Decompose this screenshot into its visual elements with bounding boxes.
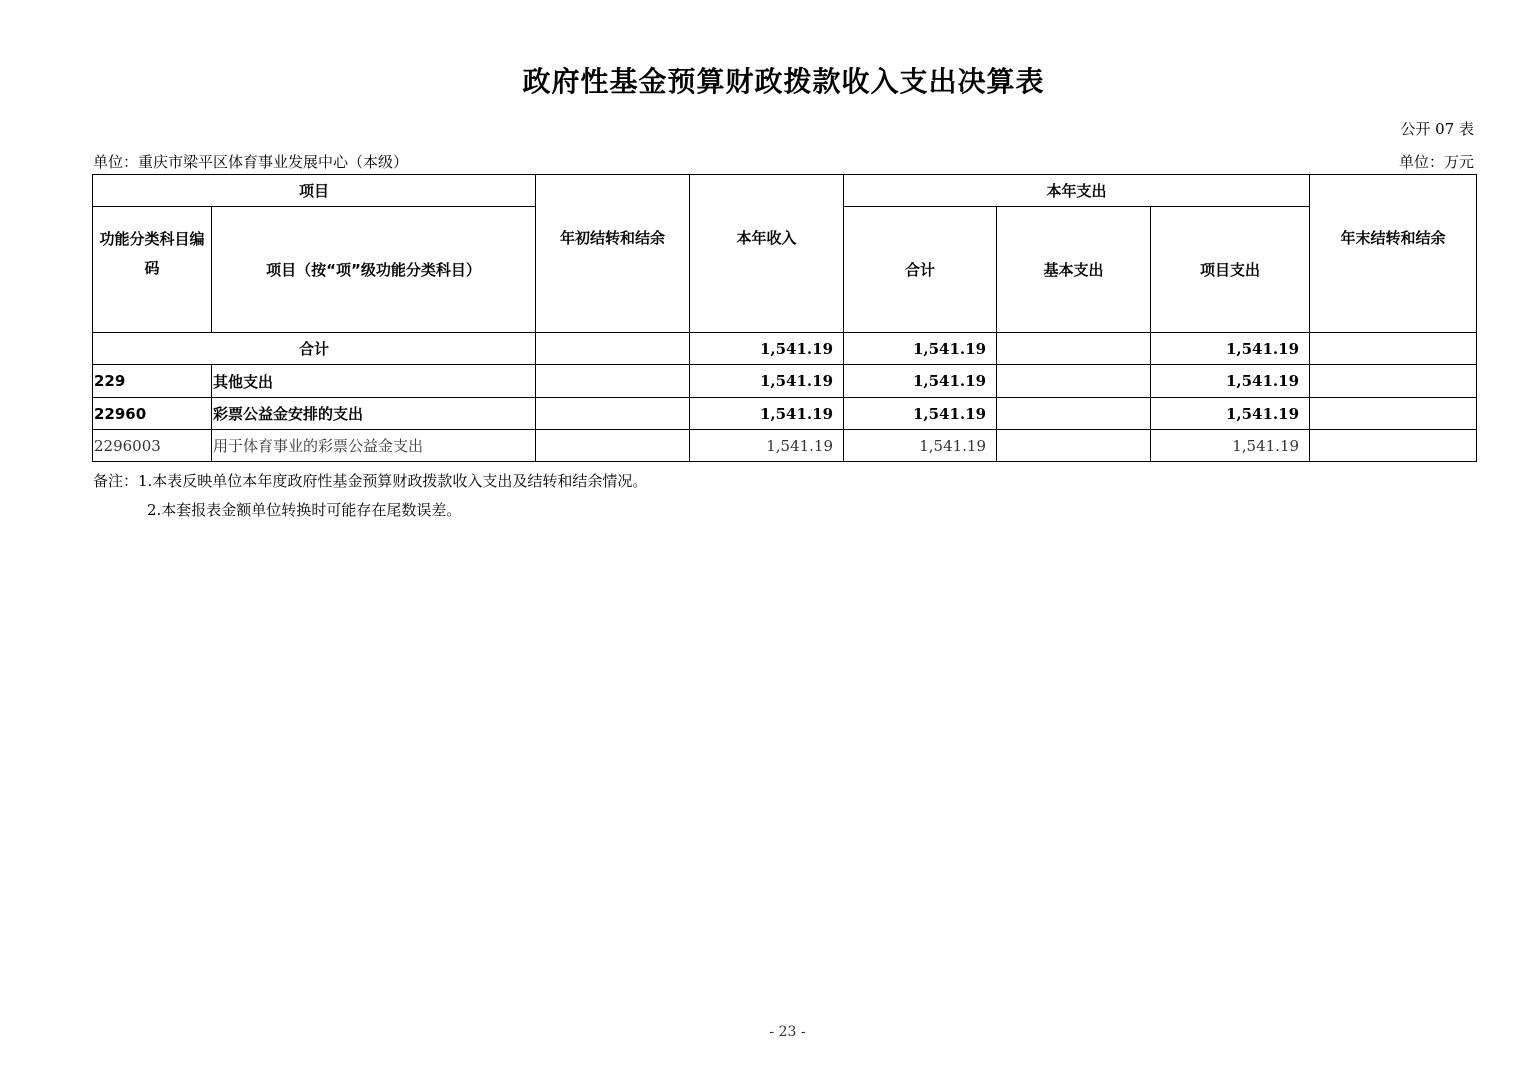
header-basic: 基本支出	[997, 207, 1151, 333]
budget-table	[92, 174, 1477, 462]
header-income: 本年收入	[690, 175, 844, 333]
row-income: 1,541.19	[690, 430, 844, 462]
total-income: 1,541.19	[690, 333, 844, 365]
currency-unit: 单位：万元	[1398, 153, 1474, 171]
total-project: 1,541.19	[1151, 333, 1310, 365]
total-row	[93, 333, 1477, 365]
row-end-balance	[1310, 430, 1477, 462]
row-basic	[997, 365, 1151, 398]
header-item-name: 项目（按“项”级功能分类科目）	[212, 207, 536, 333]
table-row	[93, 430, 1477, 462]
header-project: 项目支出	[1151, 207, 1310, 333]
note-2: 2.本套报表金额单位转换时可能存在尾数误差。	[147, 501, 462, 519]
row-total: 1,541.19	[844, 365, 997, 398]
page-number: - 23 -	[769, 1024, 806, 1040]
header-code: 功能分类科目编码	[93, 207, 212, 333]
header-item-group: 项目	[93, 175, 536, 207]
form-number: 公开 07 表	[1400, 120, 1474, 138]
header-total: 合计	[844, 207, 997, 333]
row-end-balance	[1310, 365, 1477, 398]
row-begin-balance	[536, 430, 690, 462]
row-basic	[997, 430, 1151, 462]
header-begin-balance: 年初结转和结余	[536, 175, 690, 333]
row-code: 229	[93, 365, 212, 398]
total-label: 合计	[93, 333, 536, 365]
row-total: 1,541.19	[844, 398, 997, 430]
row-begin-balance	[536, 365, 690, 398]
row-income: 1,541.19	[690, 398, 844, 430]
table-row	[93, 365, 1477, 398]
row-total: 1,541.19	[844, 430, 997, 462]
total-expense: 1,541.19	[844, 333, 997, 365]
row-income: 1,541.19	[690, 365, 844, 398]
row-name: 其他支出	[212, 365, 536, 398]
row-begin-balance	[536, 398, 690, 430]
notes	[93, 467, 647, 525]
total-basic	[997, 333, 1151, 365]
row-code: 2296003	[93, 430, 212, 462]
total-end-balance	[1310, 333, 1477, 365]
row-project: 1,541.19	[1151, 365, 1310, 398]
row-project: 1,541.19	[1151, 430, 1310, 462]
row-basic	[997, 398, 1151, 430]
header-expense-group: 本年支出	[844, 175, 1310, 207]
header-row-1	[93, 175, 1477, 207]
total-begin-balance	[536, 333, 690, 365]
header-end-balance: 年末结转和结余	[1310, 175, 1477, 333]
table-row	[93, 398, 1477, 430]
row-name: 用于体育事业的彩票公益金支出	[212, 430, 536, 462]
row-project: 1,541.19	[1151, 398, 1310, 430]
note-1: 备注：1.本表反映单位本年度政府性基金预算财政拨款收入支出及结转和结余情况。	[93, 472, 648, 490]
reporting-unit: 单位：重庆市梁平区体育事业发展中心（本级）	[93, 153, 409, 171]
row-end-balance	[1310, 398, 1477, 430]
page-title: 政府性基金预算财政拨款收入支出决算表	[522, 65, 1045, 98]
row-code: 22960	[93, 398, 212, 430]
row-name: 彩票公益金安排的支出	[212, 398, 536, 430]
